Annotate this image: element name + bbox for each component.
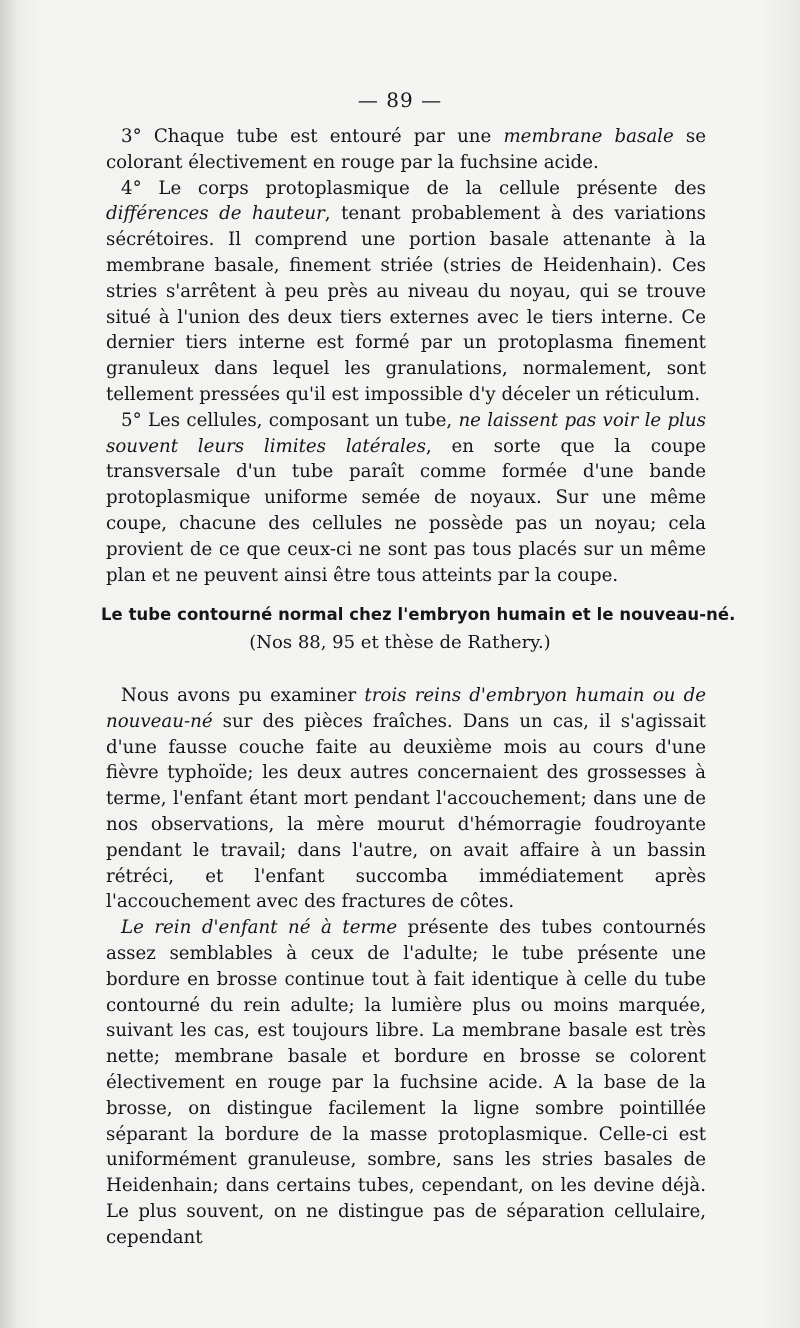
paragraph-cellules: 5° Les cellules, composant un tube, ne laissent pas voir le plus souvent leurs limites latérales, en sorte que la coupe transversale d'un tube paraît comme formée d'une bande protoplasmique uniforme semée de noyaux. Sur une même coupe, chacune des cellules ne possède pas un noyau; cela provient de ce que ceux-ci ne sont pas tous placés sur un même plan et ne peuvent ainsi être tous atteints par la coupe. xyxy=(106,409,707,586)
paragraph-rein-enfant: Le rein d'enfant né à terme présente des tubes contournés assez semblables à ceux de l'adulte; le tube présente une bordure en brosse continue tout à fait identique à celle du tube contourné du rein adulte; la lumière plus ou moins marquée, suivant les cas, est toujours libre. La membrane basale est très nette; membrane basale et bordure en brosse se colorent électivement en rouge par la fuchsine acide. A la base de la brosse, on distingue facilement la ligne sombre pointillée séparant la bordure de la masse protoplasmique. Celle-ci est uniformément granuleuse, sombre, sans les stries basales de Heidenhain; dans certains tubes, cependant, on les devine déjà. Le plus souvent, on ne distingue pas de séparation cellulaire, cependant xyxy=(106,917,706,1248)
section-subtitle: (Nos 88, 95 et thèse de Rathery.) xyxy=(249,632,551,653)
section-title: Le tube contourné normal chez l'embryon humain et le nouveau-né. xyxy=(101,605,736,624)
paragraph-examen-reins: Nous avons pu examiner trois reins d'embryon humain ou de nouveau-né sur des pièces fraîches. Dans un cas, il s'agissait d'une fausse couche faite au deuxième mois au cours d'une fièvre typhoïde; les deux autres concernaient des grossesses à terme, l'enfant étant mort pendant l'accouchement; dans une de nos observations, la mère mourut d'hémorragie foudroyante pendant le travail; dans l'autre, on avait affaire à un bassin rétréci, et l'enfant succomba immédiatement après l'accouchement avec des fractures de côtes. xyxy=(106,685,706,913)
text-block-embryon xyxy=(106,683,706,1251)
text-block-properties xyxy=(106,124,706,588)
paragraph-membrane-basale: 3° Chaque tube est entouré par une membrane basale se colorant électivement en rouge par la fuchsine acide. xyxy=(106,126,706,173)
page-number: — 89 — xyxy=(357,88,443,112)
paragraph-corps-protoplasmique: 4° Le corps protoplasmique de la cellule présente des différences de hauteur, tenant probablement à des variations sécrétoires. Il comprend une portion basale attenante à la membrane basale, finement striée (stries de Heidenhain). Ces stries s'arrêtent à peu près au niveau du noyau, qui se trouve situé à l'union des deux tiers externes avec le tiers interne. Ce dernier tiers interne est formé par un protoplasma finement granuleux dans lequel les granulations, normalement, sont tellement pressées qu'il est impossible d'y déceler un réticulum. xyxy=(106,177,707,405)
